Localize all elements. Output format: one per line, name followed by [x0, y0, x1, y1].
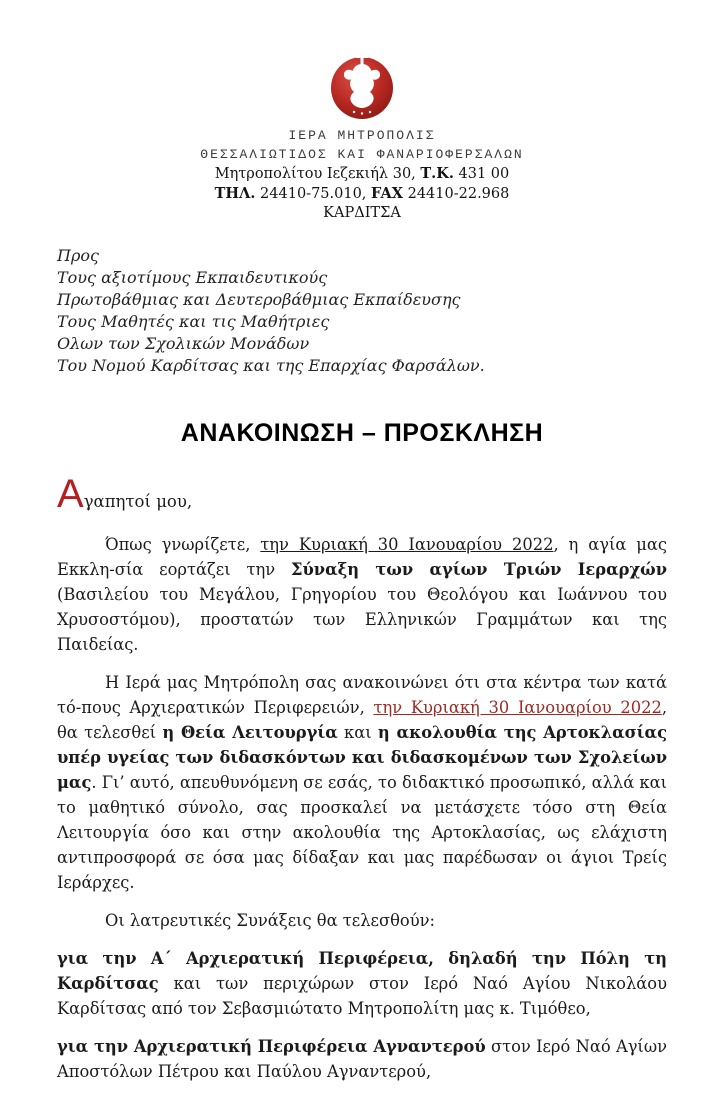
recipient-line: Προς — [57, 246, 99, 265]
paragraph — [57, 908, 667, 933]
recipient-line: Πρωτοβάθμιας και Δευτεροβάθμιας Εκπαίδευσης — [57, 290, 461, 309]
text-run: Οι λατρευτικές Συνάξεις θα τελεσθούν: — [105, 911, 435, 930]
text-run: Η Ιερά μας Μητρόπολη σας ανακοινώνει ότι στα κέντρα των κατά τό-πους Αρχιερατικών Περιφερειών, — [57, 673, 667, 717]
text-run: για την Α΄ Αρχιερατική Περιφέρεια, δηλαδή την Πόλη τη Καρδίτσας — [57, 949, 667, 993]
salutation-rest: γαπητοί μου, — [83, 492, 193, 511]
paragraph — [57, 1034, 667, 1084]
org-name-line1: ΙΕΡΑ ΜΗΤΡΟΠΟΛΙΣ — [288, 128, 436, 143]
salutation — [57, 474, 667, 522]
text-run: για την Αρχιερατική Περιφέρεια Αγναντερού — [57, 1037, 486, 1056]
text-run: η Θεία Λειτουργία — [162, 723, 338, 742]
double-headed-eagle-icon — [330, 50, 394, 120]
text-run: 24410-22.968 — [402, 186, 510, 202]
text-run: η ακολουθία της Αρτοκλασίας υπέρ υγείας των διδασκόντων και διδασκομένων των Σχολείων μας — [57, 723, 668, 792]
text-run: Μητροπολίτου Ιεζεκιήλ 30, — [214, 166, 421, 182]
text-run: FAX — [371, 185, 403, 202]
recipient-block — [57, 245, 667, 377]
text-run: 431 00 — [453, 166, 510, 182]
recipient-line: Ολων των Σχολικών Μονάδων — [57, 334, 310, 353]
phone-fax-line — [57, 185, 667, 202]
paragraph — [57, 946, 667, 1021]
text-run: και των περιχώρων στον Ιερό Ναό Αγίου Νικολάου Καρδίτσας από τον Σεβασμιώτατο Μητροπολίτη μας κ. Τιμόθεο, — [57, 974, 667, 1018]
text-run: και — [337, 723, 378, 742]
text-run: , η αγία μας Εκκλη-σία εορτάζει την — [57, 535, 667, 579]
text-run: Σύναξη των αγίων Τριών Ιεραρχών — [290, 560, 667, 579]
letterhead — [57, 50, 667, 221]
recipient-line: Τους αξιοτίμους Εκπαιδευτικούς — [57, 268, 328, 287]
paragraph — [57, 670, 667, 895]
document-title: ΑΝΑΚΟΙΝΩΣΗ – ΠΡΟΣΚΛΗΣΗ — [180, 419, 544, 447]
text-run: , θα τελεσθεί — [57, 698, 667, 742]
recipient-line: Τους Μαθητές και τις Μαθήτριες — [57, 312, 330, 331]
city-line: ΚΑΡΔΙΤΣΑ — [323, 205, 401, 221]
metropolis-seal — [330, 50, 394, 120]
text-run: (Βασιλείου του Μεγάλου, Γρηγορίου του Θεολόγου και Ιωάννου του Χρυσοστόμου), προστατών των Ελληνικών Γραμμάτων και της Παιδείας. — [57, 585, 667, 654]
text-run: Τ.Κ. — [420, 165, 454, 182]
salutation-dropcap: Α — [57, 472, 84, 516]
paragraph — [57, 532, 667, 657]
text-run: 24410-75.010, — [255, 186, 372, 202]
text-run: ΤΗΛ. — [214, 185, 256, 202]
text-run: . Γι’ αυτό, απευθυνόμενη σε εσάς, το διδακτικό προσωπικό, αλλά και το μαθητικό σύνολο, σας προσκαλεί να μετάσχετε τόσο στη Θεία Λειτουργία όσο και στην ακολουθία της Αρτοκλασίας, ως ελάχιστη αντιπροσφορά σε όσα μας δίδαξαν και μας παρέδωσαν οι άγιοι Τρείς Ιεράρχες. — [57, 773, 667, 892]
text-run: Όπως γνωρίζετε, — [105, 535, 261, 554]
org-name-line2: ΘΕΣΣΑΛΙΩΤΙΔΟΣ ΚΑΙ ΦΑΝΑΡΙΟΦΕΡΣΑΛΩΝ — [200, 147, 524, 162]
text-run: την Κυριακή 30 Ιανουαρίου 2022 — [260, 535, 554, 554]
text-run: στον Ιερό Ναό Αγίων Αποστόλων Πέτρου και Παύλου Αγναντερού, — [57, 1037, 667, 1081]
recipient-line: Του Νομού Καρδίτσας και της Επαρχίας Φαρσάλων. — [57, 356, 485, 375]
body-paragraphs — [57, 532, 667, 1084]
street-address-line — [57, 165, 667, 182]
text-run: την Κυριακή 30 Ιανουαρίου 2022 — [373, 698, 662, 717]
